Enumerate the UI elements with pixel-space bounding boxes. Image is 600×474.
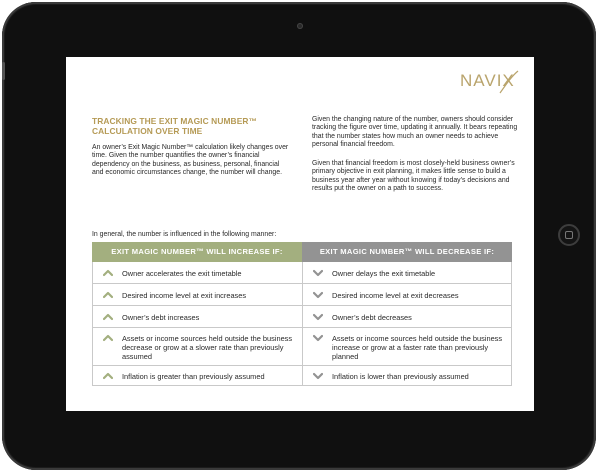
right-paragraph-2: Given that financial freedom is most closely-held business owner’s primary objective in exit planning, it makes little sense to build a business year after year without knowing if today’s decisions and results put the owner on a path to success. [312, 160, 515, 193]
decrease-row [302, 284, 512, 306]
decrease-row [302, 306, 512, 328]
increase-row-text: Owner’s debt increases [122, 312, 200, 322]
section-title [92, 116, 292, 136]
decrease-row-text: Owner’s debt decreases [332, 312, 412, 322]
home-button[interactable] [558, 224, 580, 246]
increase-row-text: Inflation is greater than previously assumed [122, 371, 265, 381]
home-square-icon [565, 231, 573, 239]
increase-row [92, 284, 302, 306]
chevron-up-icon [103, 333, 113, 343]
chevron-up-icon [103, 371, 113, 381]
navix-logo [460, 69, 520, 93]
decrease-header: EXIT MAGIC NUMBER™ WILL DECREASE IF: [302, 242, 512, 262]
chevron-down-icon [313, 333, 323, 343]
decrease-column [302, 242, 512, 386]
decrease-row-text: Assets or income sources held outside the business increase or grow at a faster rate than previously planned [332, 333, 503, 361]
chevron-up-icon [103, 312, 113, 322]
increase-row-text: Desired income level at exit increases [122, 290, 247, 300]
left-paragraph: An owner’s Exit Magic Number™ calculation likely changes over time. Given the number quantifies the owner’s financial dependency on the business, as business, personal, financial and economic circumstances change, the number will change. [92, 144, 289, 177]
increase-row-text: Assets or income sources held outside the business decrease or grow at a slower rate than previously assumed [122, 333, 293, 361]
decrease-row-text: Desired income level at exit decreases [332, 290, 459, 300]
decrease-row [302, 262, 512, 284]
decrease-row-text: Owner delays the exit timetable [332, 268, 436, 278]
increase-row-text: Owner accelerates the exit timetable [122, 268, 242, 278]
right-paragraph-1: Given the changing nature of the number, owners should consider tracking the figure over time, updating it annually. It bears repeating that the number states how much an owner needs to achieve personal financial freedom. [312, 116, 518, 149]
chevron-down-icon [313, 268, 323, 278]
increase-row [92, 262, 302, 284]
increase-row [92, 366, 302, 386]
chevron-down-icon [313, 312, 323, 322]
table-intro: In general, the number is influenced in the following manner: [92, 231, 277, 238]
side-button [2, 62, 5, 80]
logo-text: NAVIX [460, 71, 515, 90]
chevron-up-icon [103, 290, 113, 300]
document-page [66, 57, 534, 411]
influence-table [92, 242, 512, 396]
chevron-up-icon [103, 268, 113, 278]
chevron-down-icon [313, 290, 323, 300]
increase-row [92, 306, 302, 328]
decrease-row [302, 328, 512, 366]
increase-row [92, 328, 302, 366]
decrease-row-text: Inflation is lower than previously assumed [332, 371, 469, 381]
increase-column [92, 242, 302, 386]
section-title-line-1: TRACKING THE EXIT MAGIC NUMBER™ [92, 116, 258, 126]
decrease-row [302, 366, 512, 386]
section-title-line-2: CALCULATION OVER TIME [92, 126, 203, 136]
front-camera [297, 23, 303, 29]
chevron-down-icon [313, 371, 323, 381]
increase-header: EXIT MAGIC NUMBER™ WILL INCREASE IF: [92, 242, 302, 262]
